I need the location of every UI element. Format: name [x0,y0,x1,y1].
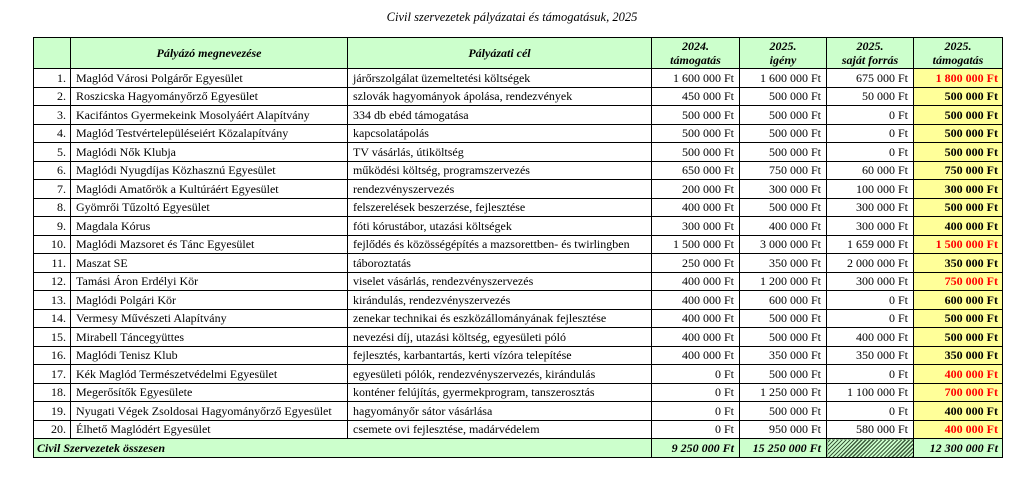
grant-2024-value: 650 000 Ft [652,161,740,180]
grant-2024-value: 250 000 Ft [652,254,740,273]
organization-name: Mirabell Táncegyüttes [71,328,348,347]
grant-2024-value: 0 Ft [652,383,740,402]
grant-2025-value: 700 000 Ft [914,383,1003,402]
request-2025-value: 750 000 Ft [740,161,827,180]
grant-2024-value: 0 Ft [652,365,740,384]
row-number: 19. [34,402,71,421]
grant-2025-value: 350 000 Ft [914,254,1003,273]
own-funds-2025-value: 0 Ft [827,106,914,125]
header-metric-label: saját forrás [841,53,899,67]
table-row [34,235,1003,254]
document-title: Civil szervezetek pályázatai és támogatásuk, 2025 [386,10,638,24]
header-goal: Pályázati cél [348,38,652,69]
table-row [34,272,1003,291]
organization-name: Maglód Városi Polgárőr Egyesület [71,69,348,88]
row-number: 3. [34,106,71,125]
row-number: 14. [34,309,71,328]
grant-2025-value: 400 000 Ft [914,217,1003,236]
grant-2024-value: 200 000 Ft [652,180,740,199]
organization-name: Maglódi Nők Klubja [71,143,348,162]
organization-name: Maglód Testvértelepüléseiért Közalapítvány [71,124,348,143]
grant-2025-value: 500 000 Ft [914,143,1003,162]
row-number: 18. [34,383,71,402]
own-funds-2025-value: 300 000 Ft [827,217,914,236]
organization-name: Maglódi Mazsoret és Tánc Egyesület [71,235,348,254]
request-2025-value: 500 000 Ft [740,87,827,106]
organization-name: Kék Maglód Természetvédelmi Egyesület [71,365,348,384]
request-2025-value: 400 000 Ft [740,217,827,236]
request-2025-value: 350 000 Ft [740,254,827,273]
application-goal: felszerelések beszerzése, fejlesztése [348,198,652,217]
organization-name: Magdala Kórus [71,217,348,236]
application-goal: egyesületi pólók, rendezvényszervezés, kirándulás [348,365,652,384]
own-funds-2025-value: 50 000 Ft [827,87,914,106]
application-goal: hagyományőr sátor vásárlása [348,402,652,421]
request-2025-value: 350 000 Ft [740,346,827,365]
grant-2024-value: 300 000 Ft [652,217,740,236]
table-row [34,180,1003,199]
own-funds-2025-value: 100 000 Ft [827,180,914,199]
row-number: 7. [34,180,71,199]
grant-2025-value: 400 000 Ft [914,365,1003,384]
row-number: 9. [34,217,71,236]
application-goal: TV vásárlás, útiköltség [348,143,652,162]
request-2025-value: 500 000 Ft [740,365,827,384]
request-2025-value: 1 250 000 Ft [740,383,827,402]
organization-name: Maszat SE [71,254,348,273]
totals-row [34,439,1003,458]
table-row [34,87,1003,106]
grant-2024-value: 450 000 Ft [652,87,740,106]
grant-2024-value: 1 600 000 Ft [652,69,740,88]
row-number: 2. [34,87,71,106]
table-row [34,346,1003,365]
request-2025-value: 500 000 Ft [740,198,827,217]
own-funds-2025-value: 1 100 000 Ft [827,383,914,402]
request-2025-value: 1 600 000 Ft [740,69,827,88]
totals-label: Civil Szervezetek összesen [34,439,652,458]
application-goal: 334 db ebéd támogatása [348,106,652,125]
total-grant-2025: 12 300 000 Ft [914,439,1003,458]
own-funds-2025-value: 0 Ft [827,124,914,143]
grant-2024-value: 0 Ft [652,420,740,439]
application-goal: táboroztatás [348,254,652,273]
row-number: 1. [34,69,71,88]
grants-table [33,37,1003,458]
own-funds-2025-value: 0 Ft [827,309,914,328]
application-goal: fejlesztés, karbantartás, kerti vízóra telepítése [348,346,652,365]
application-goal: működési költség, programszervezés [348,161,652,180]
organization-name: Maglódi Amatőrök a Kultúráért Egyesület [71,180,348,199]
grant-2025-value: 500 000 Ft [914,87,1003,106]
row-number: 4. [34,124,71,143]
grant-2024-value: 400 000 Ft [652,198,740,217]
application-goal: viselet vásárlás, rendezvényszervezés [348,272,652,291]
application-goal: kirándulás, rendezvényszervezés [348,291,652,310]
grant-2024-value: 0 Ft [652,402,740,421]
own-funds-2025-value: 0 Ft [827,365,914,384]
table-row [34,217,1003,236]
grant-2024-value: 400 000 Ft [652,309,740,328]
header-metric-label: támogatás [670,53,721,67]
grant-2024-value: 500 000 Ft [652,124,740,143]
table-row [34,291,1003,310]
own-funds-2025-value: 400 000 Ft [827,328,914,347]
row-number: 13. [34,291,71,310]
grant-2024-value: 1 500 000 Ft [652,235,740,254]
own-funds-2025-value: 580 000 Ft [827,420,914,439]
grant-2025-value: 1 800 000 Ft [914,69,1003,88]
table-row [34,365,1003,384]
request-2025-value: 500 000 Ft [740,124,827,143]
total-own-funds-2025-hatched-cell [827,439,914,458]
grant-2025-value: 400 000 Ft [914,420,1003,439]
application-goal: rendezvényszervezés [348,180,652,199]
row-number: 20. [34,420,71,439]
table-row [34,328,1003,347]
total-request-2025: 15 250 000 Ft [740,439,827,458]
grant-2024-value: 500 000 Ft [652,106,740,125]
total-grant-2024: 9 250 000 Ft [652,439,740,458]
organization-name: Élhető Maglódért Egyesület [71,420,348,439]
application-goal: járőrszolgálat üzemeltetési költségek [348,69,652,88]
organization-name: Maglódi Nyugdíjas Közhasznú Egyesület [71,161,348,180]
grant-2024-value: 500 000 Ft [652,143,740,162]
organization-name: Megerősítők Egyesülete [71,383,348,402]
table-row [34,106,1003,125]
table-row [34,383,1003,402]
organization-name: Vermesy Művészeti Alapítvány [71,309,348,328]
grant-2025-value: 350 000 Ft [914,346,1003,365]
grant-2024-value: 400 000 Ft [652,328,740,347]
table-row [34,124,1003,143]
row-number: 17. [34,365,71,384]
table-row [34,254,1003,273]
grant-2025-value: 600 000 Ft [914,291,1003,310]
table-row [34,161,1003,180]
request-2025-value: 500 000 Ft [740,309,827,328]
application-goal: szlovák hagyományok ápolása, rendezvények [348,87,652,106]
table-row [34,143,1003,162]
organization-name: Nyugati Végek Zsoldosai Hagyományőrző Egyesület [71,402,348,421]
header-year-label: 2025. [856,39,884,53]
request-2025-value: 500 000 Ft [740,143,827,162]
row-number: 15. [34,328,71,347]
request-2025-value: 300 000 Ft [740,180,827,199]
organization-name: Maglódi Tenisz Klub [71,346,348,365]
own-funds-2025-value: 300 000 Ft [827,272,914,291]
grant-2025-value: 500 000 Ft [914,124,1003,143]
row-number: 12. [34,272,71,291]
row-number: 10. [34,235,71,254]
organization-name: Tamási Áron Erdélyi Kör [71,272,348,291]
row-number: 6. [34,161,71,180]
application-goal: nevezési díj, utazási költség, egyesületi póló [348,328,652,347]
header-organization-name: Pályázó megnevezése [71,38,348,69]
table-row [34,69,1003,88]
own-funds-2025-value: 0 Ft [827,143,914,162]
grant-2025-value: 500 000 Ft [914,309,1003,328]
application-goal: konténer felújítás, gyermekprogram, tanszerosztás [348,383,652,402]
header-row-number [34,38,71,69]
grant-2024-value: 400 000 Ft [652,346,740,365]
table-row [34,198,1003,217]
header-year-label: 2024. [682,39,709,53]
own-funds-2025-value: 1 659 000 Ft [827,235,914,254]
own-funds-2025-value: 0 Ft [827,291,914,310]
own-funds-2025-value: 675 000 Ft [827,69,914,88]
table-row [34,402,1003,421]
application-goal: zenekar technikai és eszközállományának fejlesztése [348,309,652,328]
grant-2025-value: 750 000 Ft [914,272,1003,291]
organization-name: Gyömrői Tűzoltó Egyesület [71,198,348,217]
header-year-label: 2025. [769,39,797,53]
application-goal: fejlődés és közösségépítés a mazsorettben- és twirlingben [348,235,652,254]
table-row [34,420,1003,439]
header-grant-2024 [652,38,740,69]
own-funds-2025-value: 60 000 Ft [827,161,914,180]
grant-2025-value: 300 000 Ft [914,180,1003,199]
row-number: 8. [34,198,71,217]
request-2025-value: 500 000 Ft [740,402,827,421]
header-own-funds-2025 [827,38,914,69]
organization-name: Kacifántos Gyermekeink Mosolyáért Alapítvány [71,106,348,125]
table-body [34,69,1003,439]
request-2025-value: 3 000 000 Ft [740,235,827,254]
request-2025-value: 500 000 Ft [740,328,827,347]
organization-name: Roszicska Hagyományőrző Egyesület [71,87,348,106]
row-number: 11. [34,254,71,273]
request-2025-value: 500 000 Ft [740,106,827,125]
header-request-2025 [740,38,827,69]
request-2025-value: 600 000 Ft [740,291,827,310]
own-funds-2025-value: 300 000 Ft [827,198,914,217]
own-funds-2025-value: 2 000 000 Ft [827,254,914,273]
organization-name: Maglódi Polgári Kör [71,291,348,310]
own-funds-2025-value: 0 Ft [827,402,914,421]
table-row [34,309,1003,328]
grant-2025-value: 500 000 Ft [914,106,1003,125]
header-grant-2025 [914,38,1003,69]
own-funds-2025-value: 350 000 Ft [827,346,914,365]
header-year-label: 2025. [944,39,972,53]
grant-2025-value: 500 000 Ft [914,328,1003,347]
application-goal: kapcsolatápolás [348,124,652,143]
request-2025-value: 950 000 Ft [740,420,827,439]
grant-2025-value: 750 000 Ft [914,161,1003,180]
grant-2024-value: 400 000 Ft [652,291,740,310]
header-metric-label: támogatás [932,53,984,67]
header-row [34,38,1003,69]
row-number: 16. [34,346,71,365]
grant-2025-value: 400 000 Ft [914,402,1003,421]
grant-2025-value: 500 000 Ft [914,198,1003,217]
header-metric-label: igény [769,53,797,67]
application-goal: fóti kórustábor, utazási költségek [348,217,652,236]
application-goal: csemete ovi fejlesztése, madárvédelem [348,420,652,439]
grant-2025-value: 1 500 000 Ft [914,235,1003,254]
request-2025-value: 1 200 000 Ft [740,272,827,291]
grant-2024-value: 400 000 Ft [652,272,740,291]
row-number: 5. [34,143,71,162]
